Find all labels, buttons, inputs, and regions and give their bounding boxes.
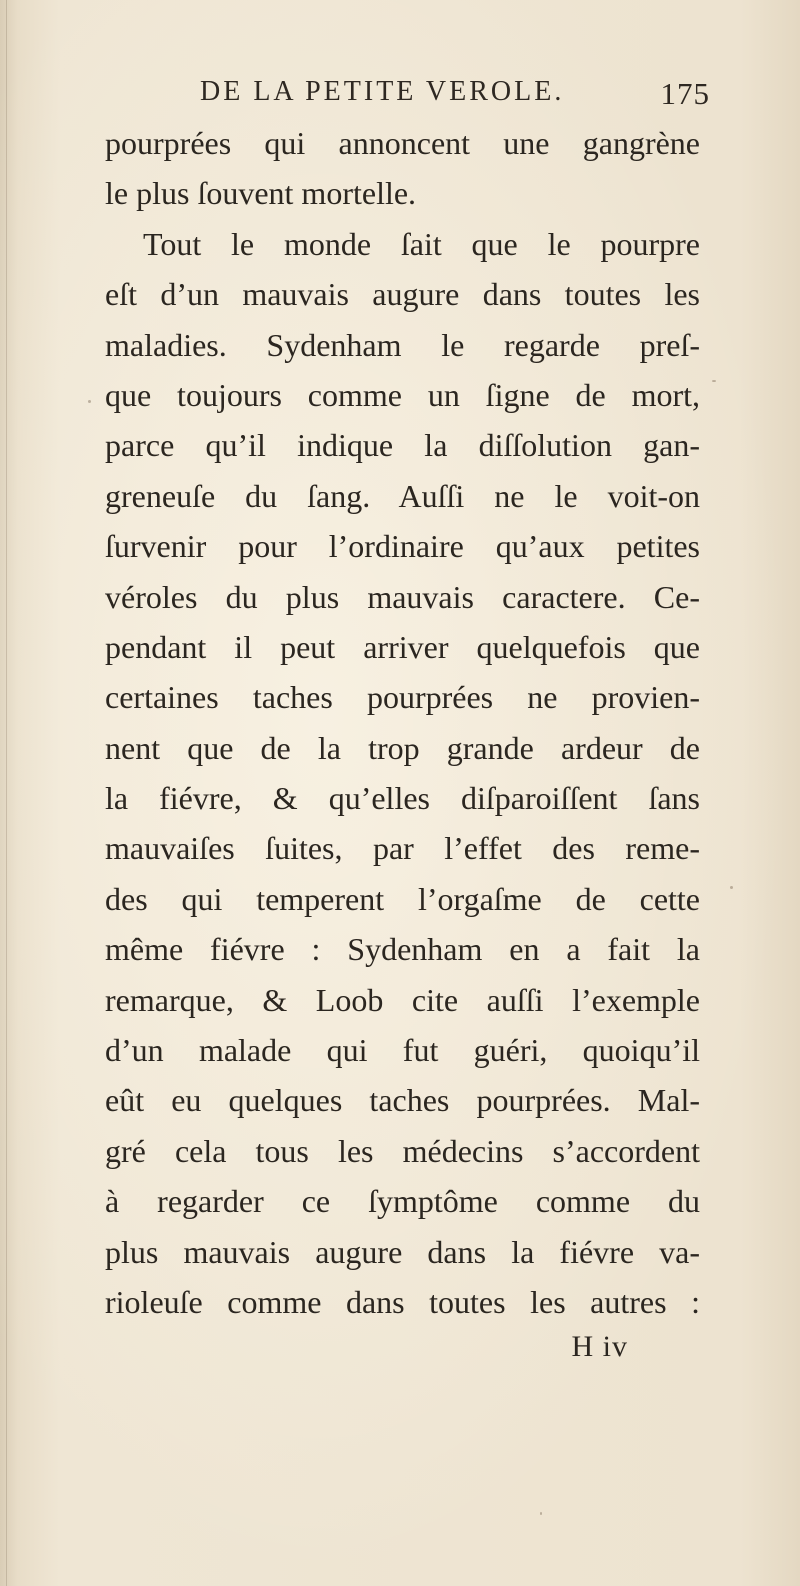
text-line: certaines taches pourprées ne provien-	[105, 679, 700, 716]
text-line: gré cela tous les médecins s’accordent	[105, 1132, 700, 1169]
text-line: remarque, & Loob cite auſſi l’exemple	[105, 981, 700, 1018]
text-line: plus mauvais augure dans la fiévre va-	[105, 1233, 700, 1270]
text-line: greneuſe du ſang. Auſſi ne le voit-on	[105, 477, 700, 514]
text-line: véroles du plus mauvais caractere. Ce-	[105, 578, 700, 615]
running-title: DE LA PETITE VEROLE.	[200, 76, 565, 107]
text-line: des qui temperent l’orgaſme de cette	[105, 880, 700, 917]
text-line: rioleuſe comme dans toutes les autres :	[105, 1283, 700, 1320]
text-line: ſurvenir pour l’ordinaire qu’aux petites	[105, 528, 700, 565]
text-line: eſt d’un mauvais augure dans toutes les	[105, 276, 700, 313]
text-line: maladies. Sydenham le regarde preſ-	[105, 326, 700, 363]
page-header	[200, 76, 710, 116]
text-line: eût eu quelques taches pourprées. Mal-	[105, 1082, 700, 1119]
text-line: que toujours comme un ſigne de mort,	[105, 376, 700, 413]
text-line: mauvaiſes ſuites, par l’effet des reme-	[105, 830, 700, 867]
paper-speck	[712, 380, 716, 382]
text-line: parce qu’il indique la diſſolution gan-	[105, 427, 700, 464]
paper-speck	[540, 1512, 542, 1515]
text-line: même fiévre : Sydenham en a fait la	[105, 931, 700, 968]
body-text	[105, 118, 700, 1327]
text-line: nent que de la trop grande ardeur de	[105, 729, 700, 766]
paper-speck	[730, 886, 733, 889]
page-number: 175	[660, 76, 710, 111]
text-line: Tout le monde ſait que le pourpre	[143, 225, 700, 262]
text-line: le plus ſouvent mortelle.	[105, 175, 417, 212]
text-line: pendant il peut arriver quelquefois que	[105, 628, 700, 665]
paper-speck	[88, 400, 91, 403]
page-gutter	[6, 0, 7, 1586]
text-line: la fiévre, & qu’elles diſparoiſſent ſans	[105, 780, 700, 817]
text-line: d’un malade qui fut guéri, quoiqu’il	[105, 1032, 700, 1069]
signature-mark: H iv	[571, 1330, 628, 1363]
text-line: à regarder ce ſymptôme comme du	[105, 1183, 700, 1220]
text-line: pourprées qui annoncent une gangrène	[105, 125, 700, 161]
